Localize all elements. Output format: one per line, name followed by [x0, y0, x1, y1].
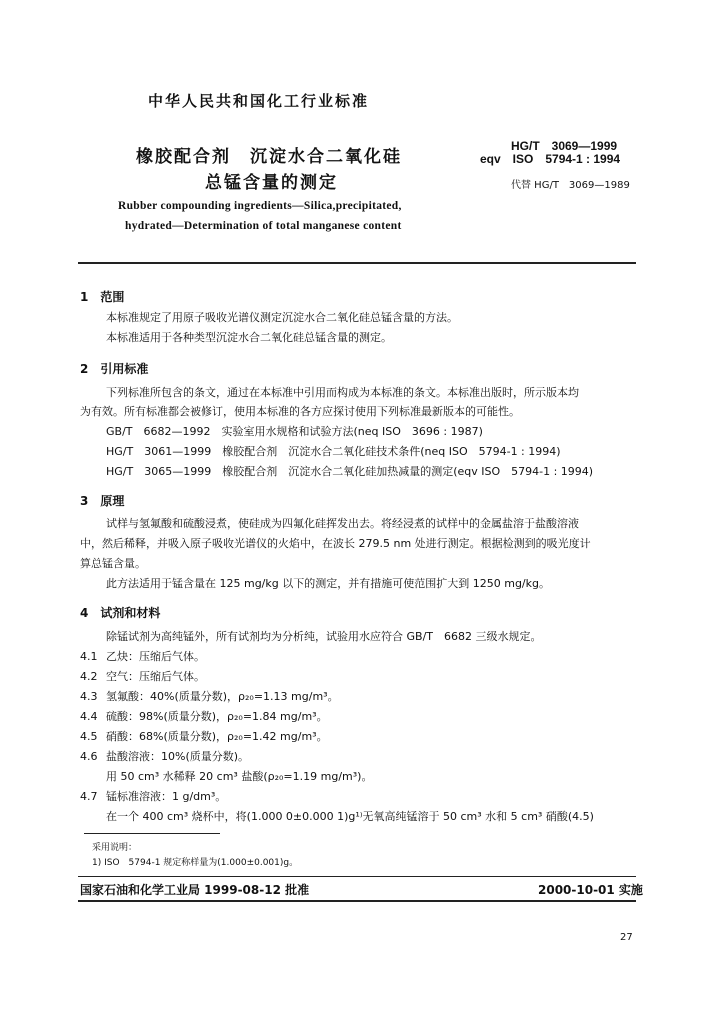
section-2-heading: 2 引用标准: [80, 362, 149, 376]
item-text: 乙炔：压缩后气体。: [106, 650, 205, 663]
item-4-6-note: 用 50 cm³ 水稀释 20 cm³ 盐酸(ρ₂₀=1.19 mg/m³)。: [106, 770, 373, 783]
standard-code: HG/T 3069—1999: [511, 139, 618, 153]
section-3-p2: 此方法适用于锰含量在 125 mg/kg 以下的测定，并有措施可使范围扩大到 1250 mg/kg。: [106, 577, 550, 590]
section-1-heading: 1 范围: [80, 290, 125, 304]
reference-3: HG/T 3065—1999 橡胶配合剂 沉淀水合二氧化硅加热减量的测定(eqv ISO 5794-1 : 1994): [106, 465, 594, 478]
section-3-p1a: 试样与氢氟酸和硫酸浸煮，使硅成为四氟化硅挥发出去。将经浸煮的试样中的金属盐溶于盐酸溶液: [106, 517, 579, 530]
section-1-p1: 本标准规定了用原子吸收光谱仪测定沉淀水合二氧化硅总锰含量的方法。: [106, 311, 458, 324]
section-4-heading: 4 试剂和材料: [80, 606, 161, 620]
footnote-text: 1) ISO 5794-1 规定称样量为(1.000±0.001)g。: [92, 858, 299, 868]
title-cn-line1: 橡胶配合剂 沉淀水合二氧化硅: [136, 147, 402, 167]
section-3-p1c: 算总锰含量。: [80, 557, 146, 570]
reference-2: HG/T 3061—1999 橡胶配合剂 沉淀水合二氧化硅技术条件(neq ISO 5794-1 : 1994): [106, 445, 561, 458]
item-number: 4.4: [80, 710, 98, 723]
item-number: 4.7: [80, 790, 98, 803]
approval-date: 国家石油和化学工业局 1999-08-12 批准: [80, 883, 310, 897]
item-text: 空气：压缩后气体。: [106, 670, 205, 683]
footer-rule-top: [78, 876, 636, 877]
item-number: 4.3: [80, 690, 98, 703]
title-en-line1: Rubber compounding ingredients—Silica,precipitated,: [118, 200, 402, 212]
title-cn-line2: 总锰含量的测定: [205, 173, 338, 193]
header-rule: [78, 262, 636, 264]
reference-1: GB/T 6682—1992 实验室用水规格和试验方法(neq ISO 3696 : 1987): [106, 425, 483, 438]
item-number: 4.2: [80, 670, 98, 683]
section-4-intro: 除锰试剂为高纯锰外，所有试剂均为分析纯，试验用水应符合 GB/T 6682 三级水规定。: [106, 630, 542, 643]
item-text: 氢氟酸：40%(质量分数)，ρ₂₀=1.13 mg/m³。: [106, 690, 339, 703]
item-number: 4.5: [80, 730, 98, 743]
standard-replaces: 代替 HG/T 3069—1989: [511, 180, 630, 191]
section-2-p1a: 下列标准所包含的条文，通过在本标准中引用而构成为本标准的条文。本标准出版时，所示版本均: [106, 386, 579, 399]
item-number: 4.6: [80, 750, 98, 763]
item-text: 锰标准溶液：1 g/dm³。: [106, 790, 227, 803]
item-text: 硝酸：68%(质量分数)，ρ₂₀=1.42 mg/m³。: [106, 730, 328, 743]
footer-rule-bottom: [78, 900, 636, 902]
item-text: 硫酸：98%(质量分数)，ρ₂₀=1.84 mg/m³。: [106, 710, 328, 723]
footnote-rule: [84, 833, 220, 834]
footnote-label: 采用说明：: [92, 843, 138, 853]
national-standard-header: 中华人民共和国化工行业标准: [148, 92, 370, 110]
section-2-p1b: 为有效。所有标准都会被修订，使用本标准的各方应探讨使用下列标准最新版本的可能性。: [80, 405, 520, 418]
item-4-7-note: 在一个 400 cm³ 烧杯中，将(1.000 0±0.000 1)g¹⁾无氧高纯锰溶于 50 cm³ 水和 5 cm³ 硝酸(4.5): [106, 810, 594, 823]
implementation-date: 2000-10-01 实施: [538, 883, 643, 897]
title-en-line2: hydrated—Determination of total manganese content: [125, 220, 402, 232]
page-number: 27: [620, 932, 633, 943]
item-number: 4.1: [80, 650, 98, 663]
section-3-p1b: 中，然后稀释，并吸入原子吸收光谱仪的火焰中，在波长 279.5 nm 处进行测定。根据检测到的吸光度计: [80, 537, 591, 550]
item-text: 盐酸溶液：10%(质量分数)。: [106, 750, 250, 763]
section-1-p2: 本标准适用于各种类型沉淀水合二氧化硅总锰含量的测定。: [106, 331, 392, 344]
section-3-heading: 3 原理: [80, 494, 125, 508]
standard-eqv: eqv ISO 5794-1 : 1994: [480, 152, 621, 166]
